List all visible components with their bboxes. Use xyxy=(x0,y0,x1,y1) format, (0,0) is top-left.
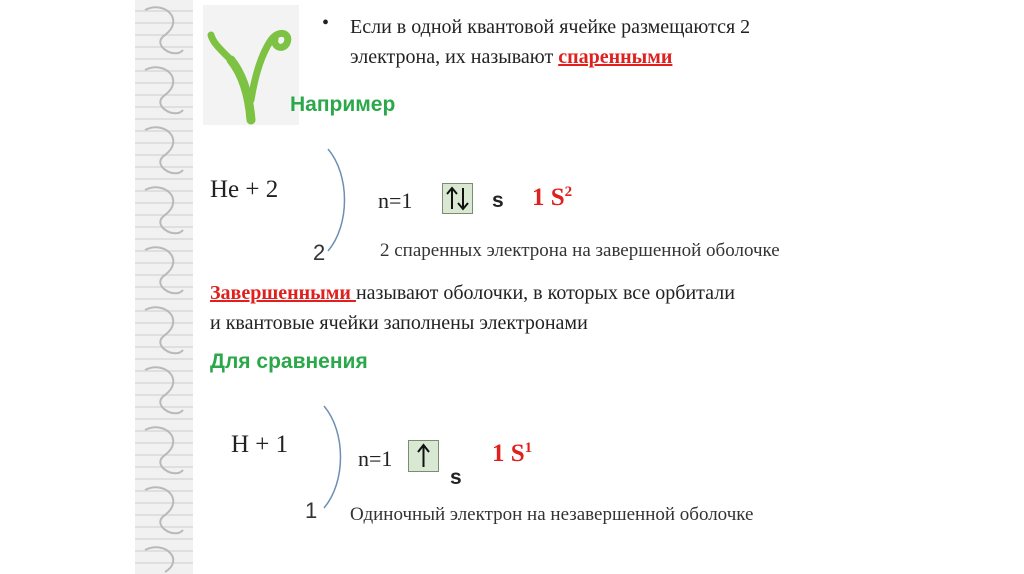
helium-shell-count: 2 xyxy=(313,240,326,265)
hydrogen-config-base: 1 S xyxy=(492,440,525,467)
compare-heading: Для сравнения xyxy=(210,350,368,373)
hydrogen-formula: H + 1 xyxy=(231,431,289,458)
helium-shell-arc xyxy=(322,145,358,255)
hydrogen-quantum-cell xyxy=(408,440,439,472)
hydrogen-shell-count: 1 xyxy=(305,498,318,523)
ornament-pattern xyxy=(135,0,193,574)
paired-term: спаренными xyxy=(558,46,673,68)
up-down-arrows-icon xyxy=(443,184,472,213)
definition-line-1-rest: называют оболочки, в которых все орбитали xyxy=(355,282,735,304)
ornamental-border xyxy=(135,0,193,574)
definition-line-2: и квантовые ячейки заполнены электронами xyxy=(210,312,588,334)
up-arrow-icon xyxy=(409,441,438,471)
hydrogen-orbital: s xyxy=(450,466,462,489)
intro-text xyxy=(350,12,750,72)
helium-config-exp: 2 xyxy=(564,184,573,200)
hydrogen-config-exp: 1 xyxy=(524,440,533,456)
helium-orbital: s xyxy=(492,189,504,212)
completed-term: Завершенными xyxy=(210,282,356,304)
intro-line-2-prefix: электрона, их называют xyxy=(350,46,559,68)
hydrogen-caption: Одиночный электрон на незавершенной оболочке xyxy=(350,504,754,525)
intro-line-2 xyxy=(350,42,750,72)
helium-quantum-cell xyxy=(442,183,473,214)
hydrogen-shell-arc xyxy=(318,402,354,512)
sprout-spiral-icon xyxy=(203,5,299,125)
helium-configuration xyxy=(532,184,572,212)
helium-level: n=1 xyxy=(378,188,413,213)
bullet-marker: • xyxy=(322,12,330,34)
example-heading: Например xyxy=(290,93,396,116)
helium-caption: 2 спаренных электрона на завершенной оболочке xyxy=(380,240,780,261)
definition xyxy=(210,278,735,338)
intro-line-1: Если в одной квантовой ячейке размещаются 2 xyxy=(350,16,751,38)
helium-config-base: 1 S xyxy=(532,184,565,211)
logo xyxy=(203,5,299,125)
helium-formula: He + 2 xyxy=(210,176,279,203)
hydrogen-configuration xyxy=(492,440,532,468)
hydrogen-level: n=1 xyxy=(358,446,393,471)
definition-line-1 xyxy=(210,278,735,308)
